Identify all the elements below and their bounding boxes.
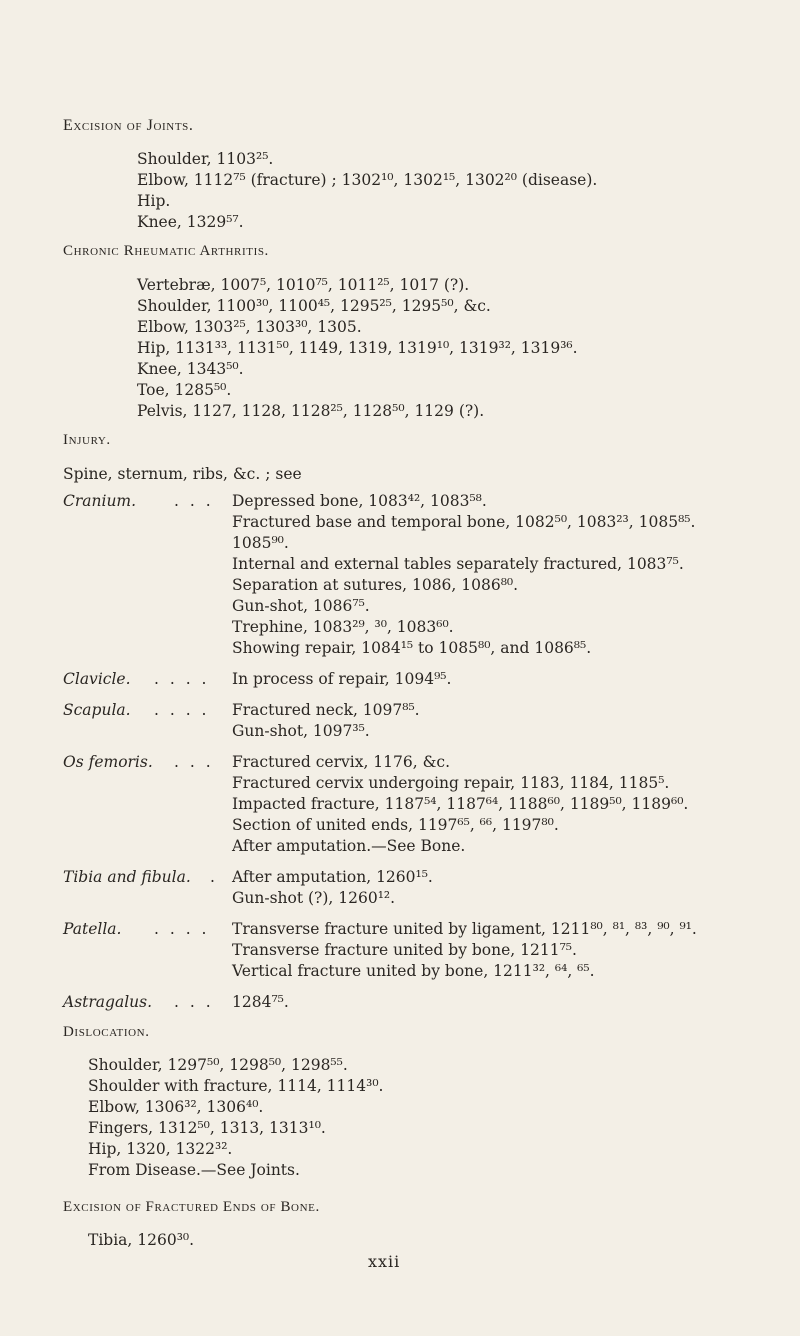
astragalus-line: 1284⁷⁵. [232,993,289,1011]
label-os-femoris: Os femoris. [63,753,153,771]
section-heading-injury: Injury. [63,432,111,448]
excision-line: Shoulder, 1103²⁵. [137,150,274,168]
cranium-line: 1085⁹⁰. [232,534,289,552]
cranium-line: Depressed bone, 1083⁴², 1083⁵⁸. [232,492,487,510]
femoris-line: After amputation.—See Bone. [232,837,466,855]
dislocation-line: Shoulder with fracture, 1114, 1114³⁰. [88,1077,384,1095]
clavicle-line: In process of repair, 1094⁹⁵. [232,670,452,688]
scapula-line: Fractured neck, 1097⁸⁵. [232,701,420,719]
chronic-line: Vertebræ, 1007⁵, 1010⁷⁵, 1011²⁵, 1017 (?). [137,276,470,294]
label-patella: Patella. [63,920,122,938]
dislocation-line: Fingers, 1312⁵⁰, 1313, 1313¹⁰. [88,1119,326,1137]
label-astragalus: Astragalus. [63,993,153,1011]
leader-dots: . . . [174,753,214,771]
chronic-line: Elbow, 1303²⁵, 1303³⁰, 1305. [137,318,362,336]
patella-line: Transverse fracture united by bone, 1211⁷⁵. [232,941,577,959]
leader-dots: . . . [174,993,214,1011]
femoris-line: Fractured cervix, 1176, &c. [232,753,451,771]
injury-intro: Spine, sternum, ribs, &c. ; see [63,465,302,483]
label-scapula: Scapula. [63,701,131,719]
section-heading-dislocation: Dislocation. [63,1024,150,1040]
cranium-line: Trephine, 1083²⁹, ³⁰, 1083⁶⁰. [232,618,454,636]
cranium-line: Fractured base and temporal bone, 1082⁵⁰, 1083²³, 1085⁸⁵. [232,513,696,531]
section-heading-excision-fractured: Excision of Fractured Ends of Bone. [63,1199,320,1215]
femoris-line: Fractured cervix undergoing repair, 1183, 1184, 1185⁵. [232,774,670,792]
leader-dots: . . . . [154,920,210,938]
section-heading-chronic: Chronic Rheumatic Arthritis. [63,243,269,259]
cranium-line: Internal and external tables separately fractured, 1083⁷⁵. [232,555,684,573]
leader-dots: . . . [174,492,214,510]
femoris-line: Impacted fracture, 1187⁵⁴, 1187⁶⁴, 1188⁶⁰, 1189⁵⁰, 1189⁶⁰. [232,795,689,813]
patella-line: Vertical fracture united by bone, 1211³², ⁶⁴, ⁶⁵. [232,962,595,980]
cranium-line: Gun-shot, 1086⁷⁵. [232,597,370,615]
chronic-line: Knee, 1343⁵⁰. [137,360,244,378]
chronic-line: Hip, 1131³³, 1131⁵⁰, 1149, 1319, 1319¹⁰, 1319³², 1319³⁶. [137,339,578,357]
dislocation-line: From Disease.—See Joints. [88,1161,300,1179]
tibia-line: After amputation, 1260¹⁵. [232,868,433,886]
femoris-line: Section of united ends, 1197⁶⁵, ⁶⁶, 1197⁸⁰. [232,816,559,834]
leader-dots: . [210,868,218,886]
chronic-line: Pelvis, 1127, 1128, 1128²⁵, 1128⁵⁰, 1129 (?). [137,402,485,420]
dislocation-line: Hip, 1320, 1322³². [88,1140,233,1158]
patella-line: Transverse fracture united by ligament, 1211⁸⁰, ⁸¹, ⁸³, ⁹⁰, ⁹¹. [232,920,697,938]
leader-dots: . . . . [154,701,210,719]
excision-line: Elbow, 1112⁷⁵ (fracture) ; 1302¹⁰, 1302¹⁵, 1302²⁰ (disease). [137,171,598,189]
dislocation-line: Elbow, 1306³², 1306⁴⁰. [88,1098,264,1116]
page-number: xxii [368,1252,401,1271]
cranium-line: Separation at sutures, 1086, 1086⁸⁰. [232,576,519,594]
chronic-line: Toe, 1285⁵⁰. [137,381,232,399]
scapula-line: Gun-shot, 1097³⁵. [232,722,370,740]
leader-dots: . . . . [154,670,210,688]
excision-line: Hip. [137,192,171,210]
chronic-line: Shoulder, 1100³⁰, 1100⁴⁵, 1295²⁵, 1295⁵⁰, &c. [137,297,491,315]
label-cranium: Cranium. [63,492,137,510]
tibia-line: Gun-shot (?), 1260¹². [232,889,396,907]
excision-fractured-line: Tibia, 1260³⁰. [88,1231,195,1249]
dislocation-line: Shoulder, 1297⁵⁰, 1298⁵⁰, 1298⁵⁵. [88,1056,348,1074]
label-clavicle: Clavicle. [63,670,131,688]
label-tibia-fibula: Tibia and fibula. [63,868,191,886]
excision-line: Knee, 1329⁵⁷. [137,213,244,231]
cranium-line: Showing repair, 1084¹⁵ to 1085⁸⁰, and 1086⁸⁵. [232,639,592,657]
running-head: Excision of Joints. [63,117,194,134]
